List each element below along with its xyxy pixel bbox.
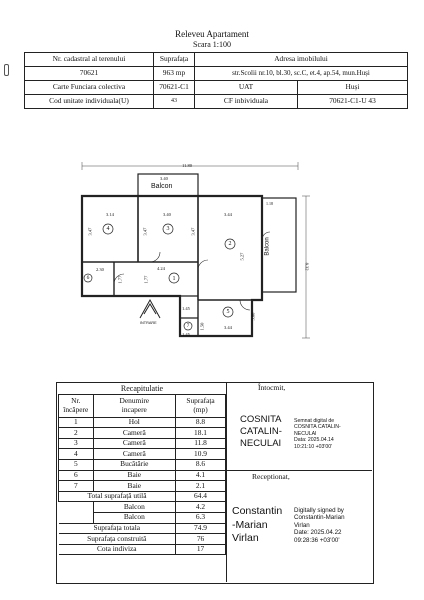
document-scale: Scara 1:100 (193, 40, 231, 49)
intocmit-label: Întocmit, (258, 383, 286, 392)
surface-label: Suprafața (154, 53, 195, 67)
entry-label: INTRARE (140, 321, 157, 325)
table-row: 4 Cameră 10.9 (59, 449, 226, 460)
table-row: 7 Baie 2.1 (59, 481, 226, 492)
summary-divider (226, 382, 227, 582)
unit-code-label: Cod unitate individuala(U) (25, 95, 154, 109)
room-number-3: 3 (166, 226, 170, 232)
col-name-line2: incapere (121, 404, 147, 414)
dim-room2-height: 5.27 (239, 252, 245, 261)
col-name-line1: Denumire (119, 396, 150, 405)
signature-divider (226, 470, 372, 471)
room-number-2: 2 (228, 241, 232, 247)
useful-area-value: 64.4 (176, 491, 226, 502)
table-row: Cota indiviza 17 (59, 544, 226, 555)
cadastral-number: 70621 (25, 67, 154, 81)
unit-code-value: 43 (154, 95, 195, 109)
table-row: 6 Baie 4.1 (59, 470, 226, 481)
table-row (59, 491, 226, 502)
signer2-name: Constantin -Marian Virlan (232, 505, 283, 544)
collective-cf-value: 70621-C1 (154, 81, 195, 95)
individual-cf-value: 70621-C1-U 43 (298, 95, 408, 109)
col-nr-line1: Nr. (71, 396, 81, 405)
recap-title: Recapitulatie (59, 384, 226, 394)
uat-value: Huși (298, 81, 408, 95)
dim-room2-width: 3.44 (224, 212, 232, 217)
balcony-top-width: 3.40 (160, 176, 168, 181)
dim-wc-bottom: 1.45 (182, 332, 190, 337)
table-row: 1 Hol 8.8 (59, 417, 226, 428)
table-row: Balcon 4.2 (59, 502, 226, 513)
dim-room3-width: 3.40 (163, 212, 171, 217)
uat-label: UAT (195, 81, 298, 95)
table-row: Suprafața totala 74.9 (59, 523, 226, 534)
property-info-table (24, 52, 408, 109)
entry-arrow-icon (144, 304, 156, 314)
dim-room3-height-right: 3.47 (190, 227, 196, 236)
recap-table (58, 384, 226, 555)
dim-balcony-depth: 1.18 (266, 201, 273, 206)
dim-room4-width: 3.14 (106, 212, 114, 217)
col-area-line2: (mp) (193, 404, 208, 414)
room-number-7: 7 (186, 323, 190, 329)
room-number-1: 1 (172, 276, 176, 282)
balcony-top-label: Balcon (151, 183, 173, 190)
surface-value: 963 mp (154, 67, 195, 81)
dim-room4-height: 3.47 (87, 227, 93, 236)
address-label: Adresa imobilului (195, 53, 408, 67)
dim-room3-height-left: 3.47 (142, 227, 148, 236)
dim-kitchen-width: 3.44 (224, 325, 232, 330)
binding-hole-mark (4, 64, 9, 76)
room-number-5: 5 (226, 309, 230, 315)
dim-hall-height: 1.77 (143, 275, 149, 284)
dim-total-width: 11.80 (182, 163, 192, 168)
document-title: Releveu Apartament (175, 29, 249, 39)
collective-cf-label: Carte Funciara colectiva (25, 81, 154, 95)
signer1-name: COSNITA CATALIN- NECULAI (240, 414, 282, 449)
dim-bath-height: 1.77 (117, 275, 123, 284)
cadastral-label: Nr. cadastral al terenului (25, 53, 154, 67)
individual-cf-label: CF inbividuala (195, 95, 298, 109)
col-nr-line2: încăpere (63, 404, 89, 414)
signer2-info: Digitally signed by Constantin-Marian Virlan Date: 2025.04.22 09:28:36 +03'00' (294, 507, 345, 544)
floor-plan (0, 150, 424, 350)
table-row: Balcon 6.3 (59, 512, 226, 523)
dim-bath-width: 2.30 (96, 267, 104, 272)
dim-kitchen-height: 5.00 (250, 312, 256, 321)
table-row: 5 Bucătărie 8.6 (59, 459, 226, 470)
room-markers (84, 224, 235, 330)
dim-hall-width: 4.24 (157, 266, 165, 271)
receptionat-label: Receptionat, (252, 472, 290, 481)
table-row: 3 Cameră 11.8 (59, 438, 226, 449)
dim-height: 8.32 (304, 262, 310, 271)
table-row: 2 Cameră 18.1 (59, 428, 226, 439)
room-number-4: 4 (106, 226, 110, 232)
address-value: str.Scolii nr.10, bl.30, sc.C, et.4, ap.54, mun.Huși (195, 67, 408, 81)
table-row: Suprafața construită 76 (59, 534, 226, 545)
dim-wc-height: 1.50 (199, 322, 205, 331)
dim-wc-width: 1.45 (182, 306, 190, 311)
signer1-info: Semnat digital de COSNITA CATALIN- NECULAI Data: 2025.04.14 10:21:10 +03'00' (294, 418, 341, 450)
col-area-line1: Suprafața (186, 396, 215, 405)
room-number-6: 6 (86, 275, 90, 281)
balcony-right-label: Balcon (264, 237, 271, 256)
useful-area-label: Total suprafață utilă (59, 491, 176, 502)
